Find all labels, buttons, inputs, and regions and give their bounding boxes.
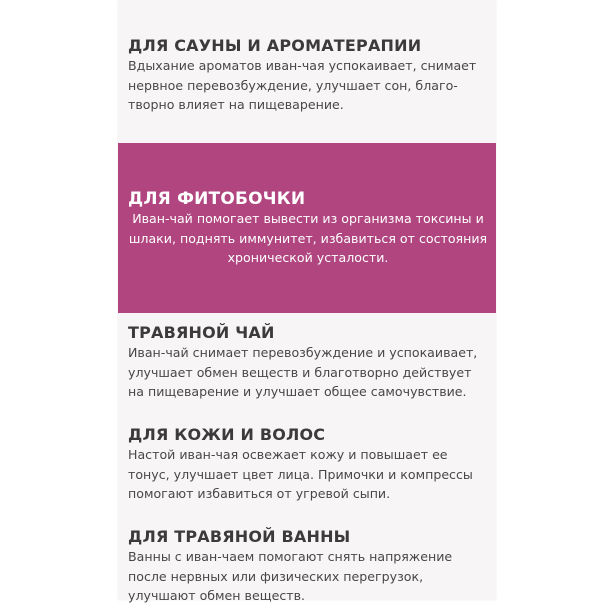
section-text — [128, 445, 484, 504]
section-heading: ТРАВЯНОЙ ЧАЙ — [128, 323, 275, 342]
text-line: улучшают обмен веществ. — [128, 588, 306, 603]
section-text — [128, 56, 484, 115]
section-sauna — [128, 36, 484, 115]
text-line: шлаки, поднять иммунитет, избавиться от состояния — [128, 230, 488, 246]
text-line: после нервных или физических перегрузок, — [128, 568, 424, 584]
text-line: Настой иван-чая освежает кожу и повышает ее — [128, 447, 448, 462]
section-heading: ДЛЯ САУНЫ И АРОМАТЕРАПИИ — [128, 36, 422, 55]
section-phyto-barrel — [128, 189, 488, 268]
text-line: тонус, улучшает цвет лица. Примочки и компрессы — [128, 466, 473, 482]
text-line: на пищеварение и улучшает общее самочувствие. — [128, 384, 467, 399]
section-text — [128, 343, 484, 402]
text-line: Иван-чай снимает перевозбуждение и успокаивает, — [128, 345, 478, 360]
section-skin-hair — [128, 425, 484, 504]
text-line: творно влияет на пищеварение. — [128, 97, 344, 112]
text-line: Иван-чай помогает вывести из организма токсины и — [132, 211, 484, 226]
section-heading: ДЛЯ КОЖИ И ВОЛОС — [128, 425, 326, 444]
text-line: помогают избавиться от угревой сыпи. — [128, 486, 391, 501]
text-line: хронической усталости. — [227, 250, 389, 265]
text-line: Ванны с иван-чаем помогают снять напряжение — [128, 549, 453, 564]
section-heading: ДЛЯ ФИТОБОЧКИ — [128, 189, 306, 209]
text-line: Вдыхание ароматов иван-чая успокаивает, снимает — [128, 58, 477, 73]
section-herbal-tea — [128, 323, 484, 402]
text-line: нервное перевозбуждение, улучшает сон, благо- — [128, 77, 458, 93]
section-text — [128, 209, 488, 268]
section-heading: ДЛЯ ТРАВЯНОЙ ВАННЫ — [128, 527, 351, 546]
section-herbal-bath — [128, 527, 484, 606]
section-text — [128, 547, 484, 606]
text-line: улучшает обмен веществ и благотворно действует — [128, 364, 472, 380]
